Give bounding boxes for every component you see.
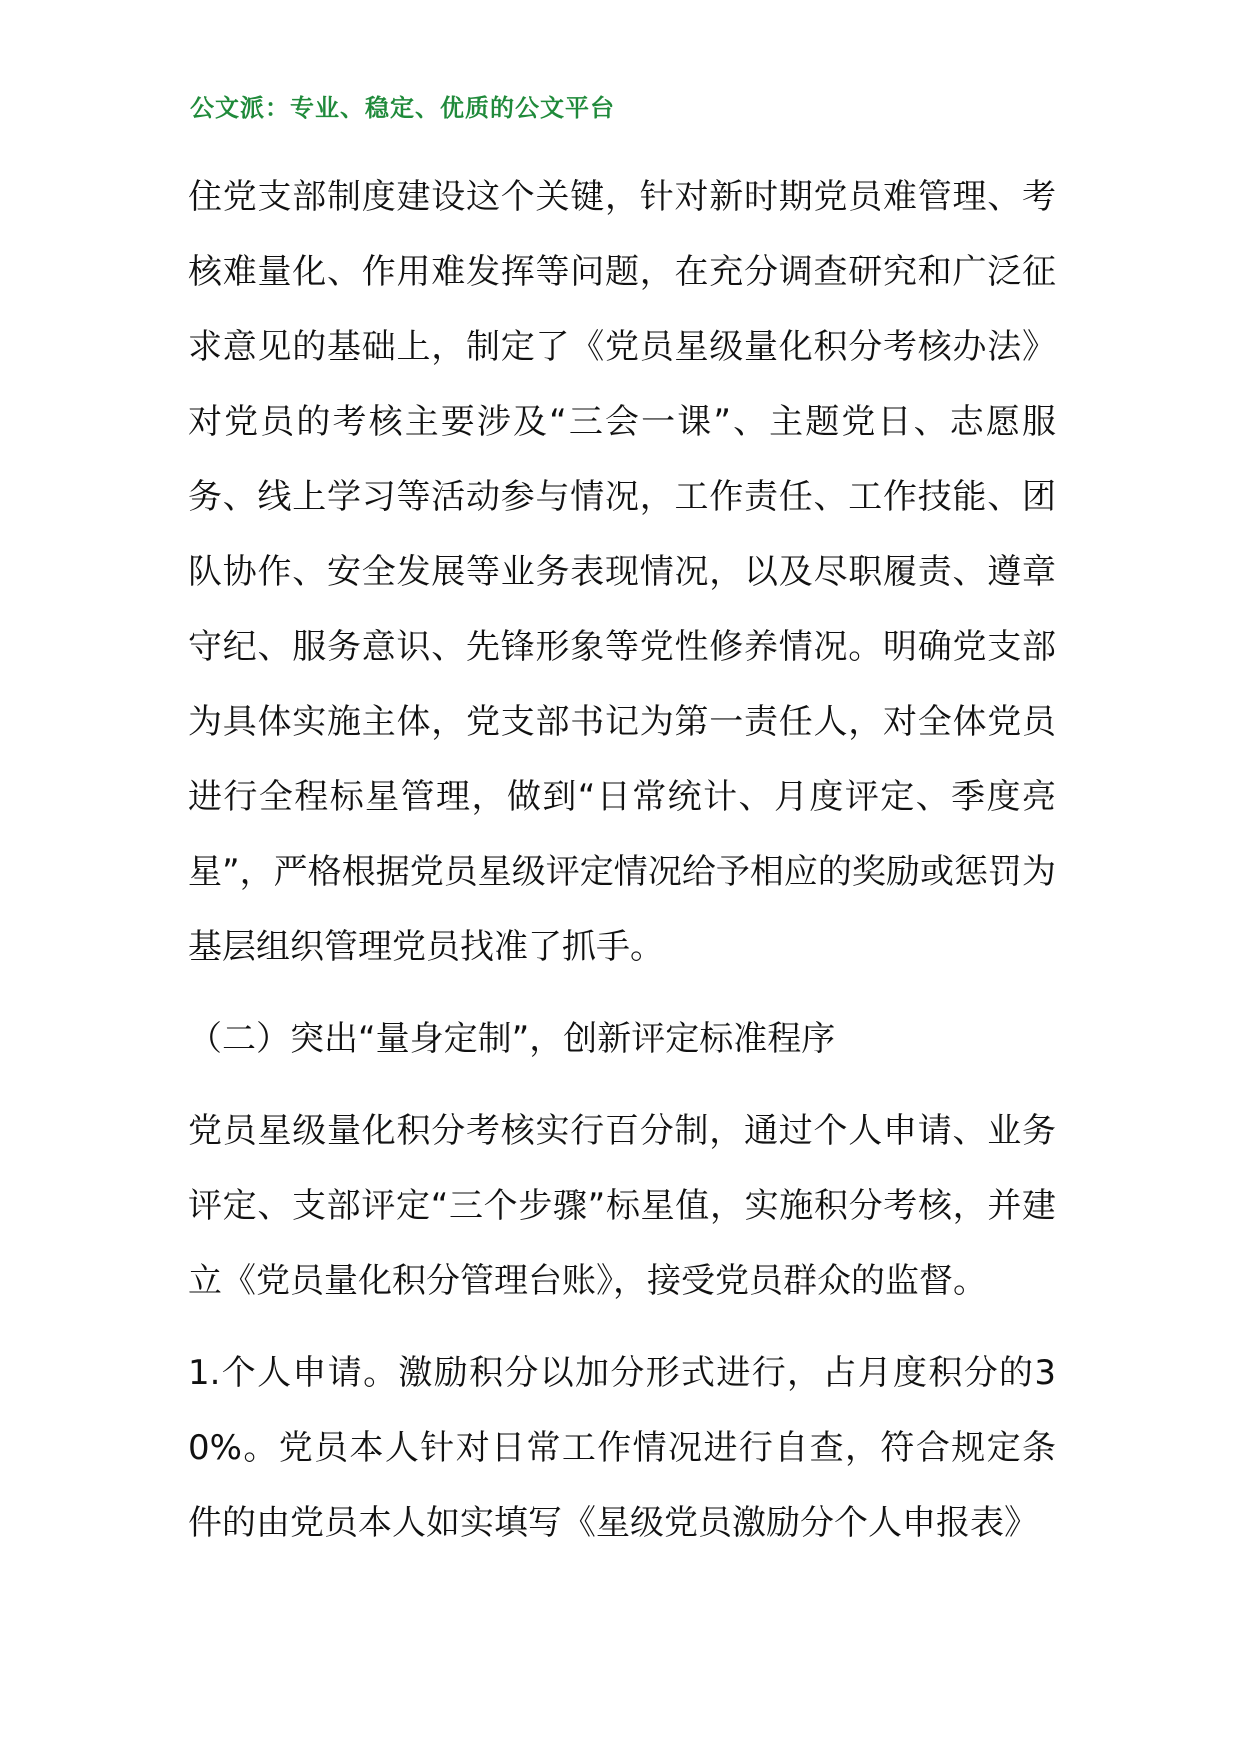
paragraph-personal-application: 1.个人申请。激励积分以加分形式进行，占月度积分的30%。党员本人针对日常工作情况进行自查，符合规定条件的由党员本人如实填写《星级党员激励分个人申报表》 — [188, 1353, 1056, 1543]
paragraph-scoring-system: 党员星级量化积分考核实行百分制，通过个人申请、业务评定、支部评定“三个步骤”标星值，实施积分考核，并建立《党员量化积分管理台账》，接受党员群众的监督。 — [188, 1111, 1056, 1301]
paragraph-star-rating-method: 住党支部制度建设这个关键，针对新时期党员难管理、考核难量化、作用难发挥等问题，在充分调查研究和广泛征求意见的基础上，制定了《党员星级量化积分考核办法》对党员的考核主要涉及“三会一课”、主题党日、志愿服务、线上学习等活动参与情况，工作责任、工作技能、团队协作、安全发展等业务表现情况，以及尽职履责、遵章守纪、服务意识、先锋形象等党性修养情况。明确党支部为具体实施主体，党支部书记为第一责任人，对全体党员进行全程标星管理，做到“日常统计、月度评定、季度亮星”，严格根据党员星级评定情况给予相应的奖励或惩罚为基层组织管理党员找准了抓手。 — [188, 177, 1056, 967]
site-header-title: 公文派：专业、稳定、优质的公文平台 — [190, 94, 615, 122]
section-heading-2: （二）突出“量身定制”，创新评定标准程序 — [188, 1019, 836, 1059]
document-body — [188, 160, 1056, 1561]
